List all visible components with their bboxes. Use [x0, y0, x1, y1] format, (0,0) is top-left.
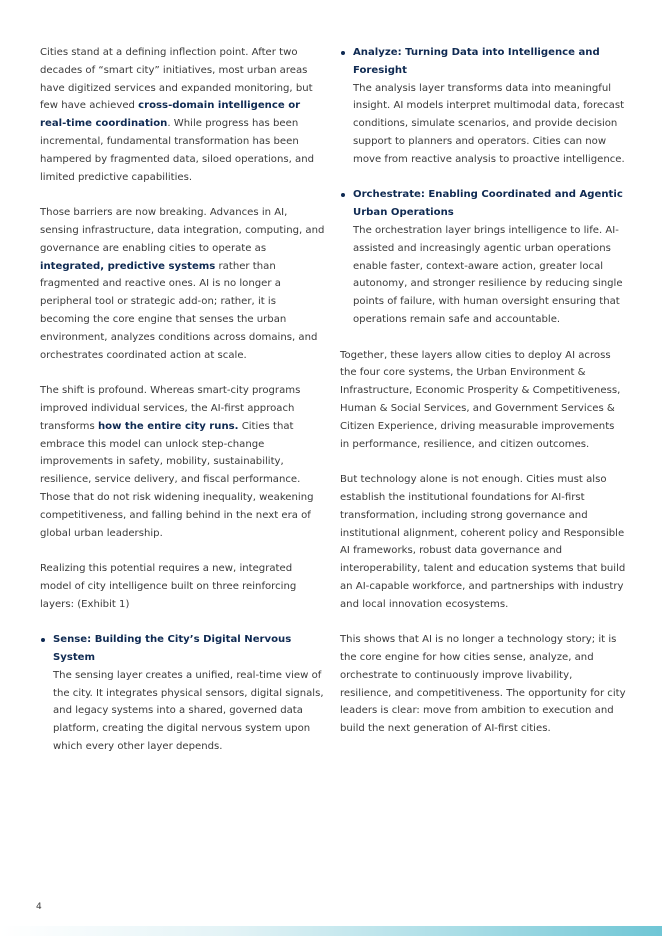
highlight-text: cross-domain intelligence or real-time coordination [40, 100, 301, 130]
list-item-sense [40, 631, 326, 756]
intro-paragraph: Cities stand at a defining inflection point. After two decades of “smart city” initiatives, most urban areas have digitized services and expanded monitoring, but few have achieved cross-domain intelligence or real-time coordination. While progress has been incremental, fundamental transformation has been hampered by fragmented data, siloed operations, and limited predictive capabilities. [40, 47, 315, 183]
together-paragraph: Together, these layers allow cities to deploy AI across the four core systems, the Urban Environment & Infrastructure, Economic Prosperity & Competitiveness, Human & Social Services, and Government Services & Citizen Experience, driving measurable improvements in performance, resilience, and citizen outcomes. [340, 349, 621, 450]
footer-gradient-bar [0, 926, 662, 936]
conclusion-paragraph: This shows that AI is no longer a technology story; it is the core engine for how cities sense, analyze, and orchestrate to continuously improve livability, resilience, and competitiveness. The opportunity for city leaders is clear: move from ambition to execution and build the next generation of AI-first cities. [340, 634, 626, 735]
layers-list-continued [340, 44, 626, 169]
layers-intro-paragraph: Realizing this potential requires a new, integrated model of city intelligence built on three reinforcing layers: (Exhibit 1) [40, 563, 297, 610]
list-item-orchestrate [340, 186, 626, 328]
bullet-body: The sensing layer creates a unified, real-time view of the city. It integrates physical sensors, digital signals, and legacy systems into a shared, governed data platform, creating the digital nervous system upon which every other layer depends. [53, 669, 324, 753]
foundations-paragraph: But technology alone is not enough. Cities must also establish the institutional foundations for AI-first transformation, including strong governance and institutional alignment, coherent policy and Responsible AI frameworks, robust data governance and interoperability, talent and education systems that build an AI-capable workforce, and partnerships with industry and local innovation ecosystems. [340, 474, 626, 610]
bullet-body: The orchestration layer brings intelligence to life. AI-assisted and increasingly agentic urban operations enable faster, context-aware action, greater local autonomy, and stronger resilience by reducing single points of failure, with human oversight ensuring that operations remain safe and accountable. [353, 224, 623, 325]
page-number: 4 [36, 902, 42, 912]
highlight-text: integrated, predictive systems [40, 260, 216, 272]
bullet-title: Analyze: Turning Data into Intelligence and Foresight [353, 47, 600, 76]
shift-paragraph: The shift is profound. Whereas smart-city programs improved individual services, the AI-first approach transforms how the entire city runs. Cities that embrace this model can unlock step-change improvements in safety, mobility, sustainability, resilience, service delivery, and fiscal performance. Those that do not risk widening inequality, weakening competitiveness, and falling behind in the next era of global urban leadership. [40, 385, 314, 539]
barriers-paragraph: Those barriers are now breaking. Advances in AI, sensing infrastructure, data integration, computing, and governance are enabling cities to operate as integrated, predictive systems rather than fragmented and reactive ones. AI is no longer a peripheral tool or strategic add-on; rather, it is becoming the core engine that senses the urban environment, analyzes conditions across domains, and orchestrates coordinated action at scale. [40, 207, 325, 361]
bullet-title: Sense: Building the City’s Digital Nervous System [53, 634, 292, 664]
right-column [340, 44, 626, 756]
list-item-analyze [340, 44, 626, 169]
bullet-body: The analysis layer transforms data into meaningful insight. AI models interpret multimodal data, forecast conditions, simulate scenarios, and provide decision support to planners and operators. Cities can now move from reactive analysis to proactive intelligence. [353, 82, 625, 165]
layers-list [40, 631, 326, 756]
bullet-title: Orchestrate: Enabling Coordinated and Agentic Urban Operations [353, 189, 623, 219]
layers-list-continued [340, 186, 626, 328]
left-column [40, 44, 326, 774]
highlight-text: how the entire city runs. [97, 420, 239, 432]
